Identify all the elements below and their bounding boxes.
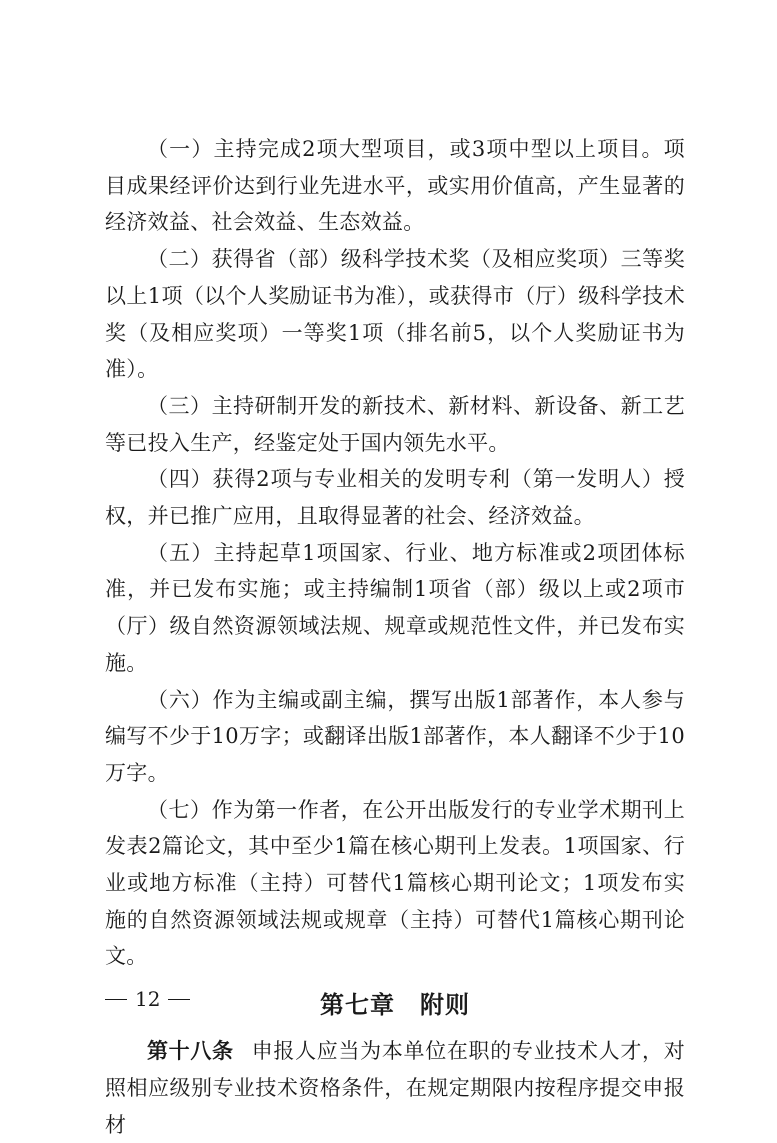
article-paragraph	[105, 1033, 685, 1143]
list-item: （一）主持完成2项大型项目，或3项中型以上项目。项目成果经评价达到行业先进水平，或实用价值高，产生显著的经济效益、社会效益、生态效益。	[105, 137, 685, 235]
article-label: 第十八条	[147, 1038, 234, 1064]
list-item: （六）作为主编或副主编，撰写出版1部著作，本人参与编写不少于10万字；或翻译出版1部著作，本人翻译不少于10万字。	[105, 687, 685, 785]
list-item: （七）作为第一作者，在公开出版发行的专业学术期刊上发表2篇论文，其中至少1篇在核心期刊上发表。1项国家、行业或地方标准（主持）可替代1篇核心期刊论文；1项发布实施的自然资源领域法规或规章（主持）可替代1篇核心期刊论文。	[105, 797, 685, 969]
page-number: 12	[135, 987, 161, 1011]
list-item: （五）主持起草1项国家、行业、地方标准或2项团体标准，并已发布实施；或主持编制1项省（部）级以上或2项市（厅）级自然资源领域法规、规章或规范性文件，并已发布实施。	[105, 540, 685, 675]
list-item: （三）主持研制开发的新技术、新材料、新设备、新工艺等已投入生产，经鉴定处于国内领先水平。	[105, 393, 685, 455]
footer-dash-left	[105, 999, 127, 1000]
page-body	[105, 131, 685, 1143]
list-item: （四）获得2项与专业相关的发明专利（第一发明人）授权，并已推广应用，且取得显著的社会、经济效益。	[105, 467, 685, 529]
chapter-title: 第七章 附则	[320, 990, 470, 1020]
page-footer	[105, 987, 190, 1011]
footer-dash-right	[168, 999, 190, 1000]
list-item: （二）获得省（部）级科学技术奖（及相应奖项）三等奖以上1项（以个人奖励证书为准），或获得市（厅）级科学技术奖（及相应奖项）一等奖1项（排名前5，以个人奖励证书为准）。	[105, 247, 685, 382]
article-text: 申报人应当为本单位在职的专业技术人才，对照相应级别专业技术资格条件，在规定期限内按程序提交申报材	[105, 1039, 685, 1137]
